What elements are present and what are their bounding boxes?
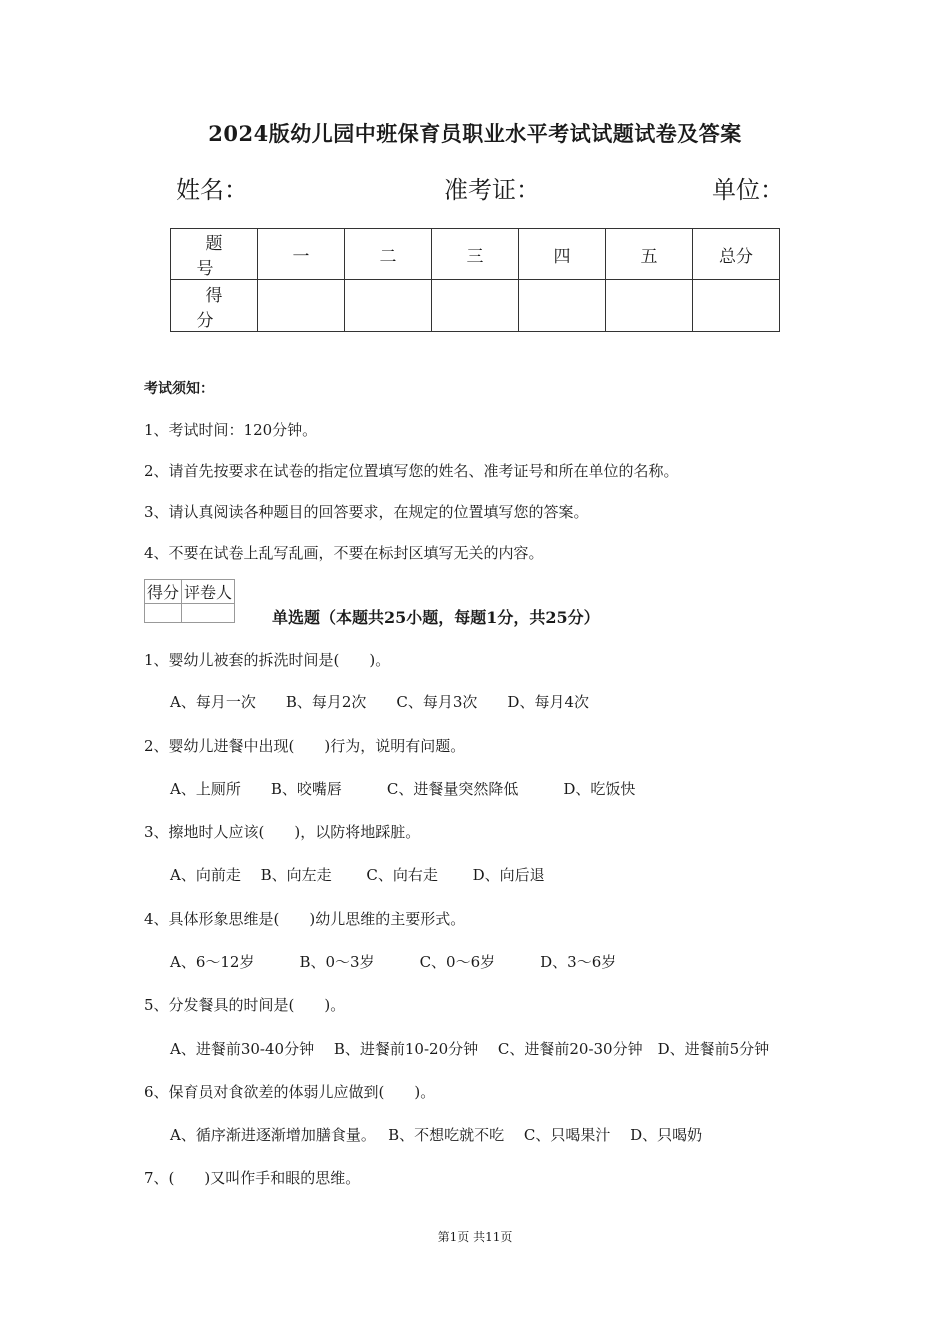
score-cell[interactable] — [345, 280, 432, 332]
notice-item: 3、请认真阅读各种题目的回答要求，在规定的位置填写您的答案。 — [144, 503, 589, 521]
question-text: 6、保育员对食欲差的体弱儿应做到( )。 — [144, 1083, 436, 1101]
question-options: A、6～12岁 B、0～3岁 C、0～6岁 D、3～6岁 — [170, 953, 617, 971]
grader-reviewer-cell[interactable] — [182, 604, 235, 623]
column-header: 总分 — [693, 229, 780, 280]
question-text: 5、分发餐具的时间是( )。 — [144, 996, 346, 1014]
unit-field-label: 单位： — [712, 176, 784, 204]
column-header: 一 — [258, 229, 345, 280]
question-number-label: 题 号 — [171, 229, 258, 280]
notice-item: 2、请首先按要求在试卷的指定位置填写您的姓名、准考证号和所在单位的名称。 — [144, 462, 679, 480]
score-cell[interactable] — [258, 280, 345, 332]
grader-score-cell[interactable] — [145, 604, 182, 623]
exam-title: 2024版幼儿园中班保育员职业水平考试试题试卷及答案 — [208, 121, 742, 146]
name-field-label: 姓名： — [176, 176, 248, 204]
section-heading: 单选题（本题共25小题，每题1分，共25分） — [272, 608, 600, 627]
score-table-header-row — [171, 229, 780, 280]
score-table — [170, 228, 780, 332]
score-cell[interactable] — [606, 280, 693, 332]
score-cell[interactable] — [519, 280, 606, 332]
question-text: 4、具体形象思维是( )幼儿思维的主要形式。 — [144, 910, 466, 928]
column-header: 三 — [432, 229, 519, 280]
score-cell[interactable] — [693, 280, 780, 332]
exam-id-field-label: 准考证： — [444, 176, 540, 204]
question-text: 7、( )又叫作手和眼的思维。 — [144, 1169, 361, 1187]
grader-box — [144, 579, 235, 623]
question-text: 3、擦地时人应该( )，以防将地踩脏。 — [144, 823, 421, 841]
question-options: A、进餐前30-40分钟 B、进餐前10-20分钟 C、进餐前20-30分钟 D、进餐前5分钟 — [170, 1040, 770, 1058]
question-text: 1、婴幼儿被套的拆洗时间是( )。 — [144, 651, 391, 669]
notice-item: 4、不要在试卷上乱写乱画，不要在标封区填写无关的内容。 — [144, 544, 544, 562]
grader-score-label: 得分 — [145, 580, 182, 604]
grader-reviewer-label: 评卷人 — [182, 580, 235, 604]
column-header: 四 — [519, 229, 606, 280]
question-options: A、向前走 B、向左走 C、向右走 D、向后退 — [170, 866, 545, 884]
score-table-score-row — [171, 280, 780, 332]
question-options: A、每月一次 B、每月2次 C、每月3次 D、每月4次 — [170, 693, 589, 711]
column-header: 五 — [606, 229, 693, 280]
notice-heading: 考试须知： — [144, 381, 214, 397]
question-options: A、上厕所 B、咬嘴唇 C、进餐量突然降低 D、吃饭快 — [170, 780, 636, 798]
column-header: 二 — [345, 229, 432, 280]
question-text: 2、婴幼儿进餐中出现( )行为，说明有问题。 — [144, 737, 466, 755]
score-label: 得 分 — [171, 280, 258, 332]
page-footer: 第1页 共11页 — [437, 1230, 513, 1244]
notice-item: 1、考试时间：120分钟。 — [144, 421, 318, 439]
score-cell[interactable] — [432, 280, 519, 332]
question-options: A、循序渐进逐渐增加膳食量。 B、不想吃就不吃 C、只喝果汁 D、只喝奶 — [170, 1126, 703, 1144]
